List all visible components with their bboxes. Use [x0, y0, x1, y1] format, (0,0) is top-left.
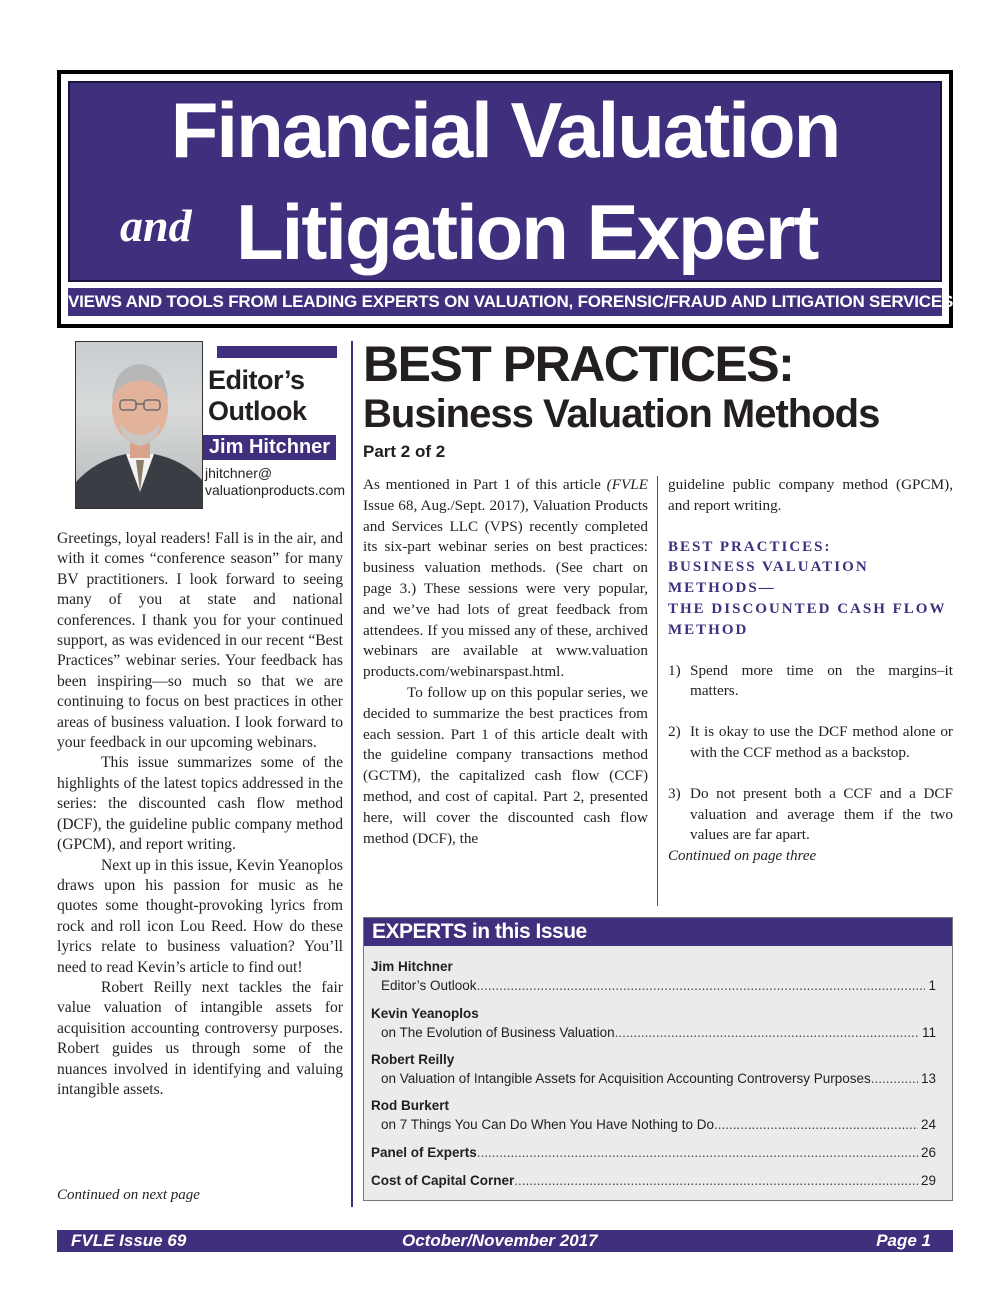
list-text: Spend more time on the margins–it matters. [690, 661, 953, 700]
editor-accent-bar [217, 346, 337, 358]
editor-continued-link[interactable]: Continued on next page [57, 1187, 200, 1203]
article-text: Issue 68, Aug./Sept. 2017), Valuation Products and Services LLC (VPS) recently completed its six-part webinar series on best practices: business valuation methods. (See chart on page 3.) These sessions were very popular, and we’ve had lots of great feedback from attendees. If you missed any of these, archived webinars are available at www.valuation products.com/webinarspast.html. [363, 496, 648, 681]
best-practices-list [668, 661, 953, 847]
expert-topic-row [371, 1023, 936, 1042]
editor-name: Jim Hitchner [203, 435, 336, 460]
article-text-italic: (FVLE [606, 476, 648, 493]
editor-photo [75, 341, 203, 509]
article-subheadline: Business Valuation Methods [363, 392, 880, 436]
expert-page-number: 11 [921, 1025, 936, 1040]
leader-dots [871, 1069, 918, 1088]
list-number: 2) [668, 723, 681, 741]
leader-dots [615, 1023, 919, 1042]
leader-dots [714, 1115, 918, 1134]
masthead-title-and: and [120, 200, 192, 251]
editor-paragraph: Greetings, loyal readers! Fall is in the air, and with it comes “conference season” for many BV practitioners. I look forward to seeing many of you at state and national conferences. I thank you for your continued support, as was evidenced in our recent “Best Practices” webinar series. Your feedback has been inspiring—so much so that we are continuing to focus on best practices in other areas of business valuation. I look forward to your feedback in our upcoming webinars. [57, 530, 343, 752]
editor-paragraph: Robert Reilly next tackles the fair value valuation of intangible assets for acquisition accounting controversy purposes. Robert guides us through some of the nuances involved in identifying and valuing intangible assets. [57, 978, 343, 1098]
expert-topic-row [371, 1115, 936, 1134]
list-text: It is okay to use the DCF method alone or with the CCF method as a backstop. [690, 723, 953, 761]
toc-label: Panel of Experts [371, 1145, 477, 1160]
list-number: 3) [668, 784, 681, 802]
masthead-title-line2: Litigation Expert [236, 188, 818, 276]
expert-topic: on Valuation of Intangible Assets for Acquisition Accounting Controversy Purposes [381, 1071, 871, 1086]
footer-date: October/November 2017 [402, 1231, 598, 1250]
expert-name: Jim Hitchner [371, 959, 453, 974]
masthead-banner [68, 81, 942, 282]
editor-email-line2: valuationproducts.com [205, 482, 346, 498]
masthead-title-line1: Financial Valuation [170, 86, 840, 174]
toc-page-number: 26 [920, 1145, 936, 1160]
list-item [668, 722, 953, 764]
article-paragraph: To follow up on this popular series, we decided to summarize the best practices from each session. Part 1 of this article dealt with the guideline company transactions method (GCTM), the capitalized cash flow (CCF) method, and cost of capital. Part 2, presented here, will cover the discounted cash flow method (DCF), the [363, 683, 648, 847]
experts-in-issue-box [363, 917, 953, 1201]
expert-topic: on The Evolution of Business Valuation [381, 1025, 615, 1040]
expert-topic-row [371, 976, 936, 995]
expert-name: Kevin Yeanoplos [371, 1006, 479, 1021]
expert-entry[interactable] [371, 958, 936, 995]
footer-issue: FVLE Issue 69 [71, 1231, 187, 1250]
section-heading-line: BUSINESS VALUATION METHODS— [668, 559, 869, 597]
article-part: Part 2 of 2 [363, 442, 446, 461]
masthead-tagline: VIEWS AND TOOLS FROM LEADING EXPERTS ON VALUATION, FORENSIC/FRAUD AND LITIGATION SERVICES [68, 288, 942, 316]
toc-page-number: 29 [920, 1173, 936, 1188]
article-paragraph: guideline public company method (GPCM), and report writing. [668, 476, 953, 514]
leader-dots [514, 1171, 918, 1190]
editor-email[interactable] [205, 465, 345, 499]
leader-dots [477, 976, 926, 995]
expert-topic-row [371, 1069, 936, 1088]
editor-section-title-line1: Editor’s [208, 365, 305, 395]
expert-page-number: 24 [920, 1117, 936, 1132]
article-headline: BEST PRACTICES: [363, 336, 794, 392]
cost-of-capital-corner-row[interactable] [371, 1171, 936, 1190]
page-footer [57, 1230, 953, 1252]
expert-page-number: 1 [928, 978, 936, 993]
editor-section-title [208, 365, 307, 427]
article-column-2 [668, 475, 953, 867]
expert-name: Robert Reilly [371, 1052, 455, 1067]
experts-heading: EXPERTS in this Issue [364, 918, 952, 946]
expert-page-number: 13 [920, 1071, 936, 1086]
column-divider [351, 341, 353, 1207]
editor-email-line1: jhitchner@ [205, 465, 273, 481]
expert-name: Rod Burkert [371, 1098, 450, 1113]
article-continued-link[interactable]: Continued on page three [668, 848, 817, 865]
list-number: 1) [668, 661, 681, 679]
panel-of-experts-row[interactable] [371, 1143, 936, 1162]
experts-list [371, 958, 936, 1190]
list-text: Do not present both a CCF and a DCF valuation and average them if the two values are far apart. [690, 784, 953, 844]
article-text: As mentioned in Part 1 of this article [363, 476, 607, 493]
editor-paragraph: This issue summarizes some of the highlights of the latest topics addressed in the series: the discounted cash flow method (DCF), the guideline public company method (GPCM), and report writing. [57, 754, 343, 854]
editor-section-title-line2: Outlook [208, 396, 307, 426]
section-heading [668, 537, 953, 641]
editor-paragraph: Next up in this issue, Kevin Yeanoplos draws upon his passion for music as he quotes some thought-provoking lyrics from rock and roll icon Lou Reed. How do these lyrics relate to business valuation? You’ll need to read Kevin’s article to find out! [57, 856, 343, 976]
list-item [668, 784, 953, 846]
article-paragraph [363, 475, 648, 683]
masthead [57, 70, 953, 328]
footer-page-number: Page 1 [876, 1231, 931, 1250]
expert-entry[interactable] [371, 1005, 936, 1042]
expert-entry[interactable] [371, 1097, 936, 1134]
article-column-1 [363, 475, 648, 849]
article-column-divider [657, 476, 658, 906]
list-item [668, 661, 953, 703]
leader-dots [477, 1143, 918, 1162]
expert-topic: on 7 Things You Can Do When You Have Nothing to Do [381, 1117, 714, 1132]
expert-topic: Editor’s Outlook [381, 978, 477, 993]
editor-outlook-text [57, 529, 343, 1100]
section-heading-line: THE DISCOUNTED CASH FLOW METHOD [668, 600, 947, 638]
toc-label: Cost of Capital Corner [371, 1173, 515, 1188]
section-heading-line: BEST PRACTICES: [668, 538, 832, 555]
expert-entry[interactable] [371, 1051, 936, 1088]
